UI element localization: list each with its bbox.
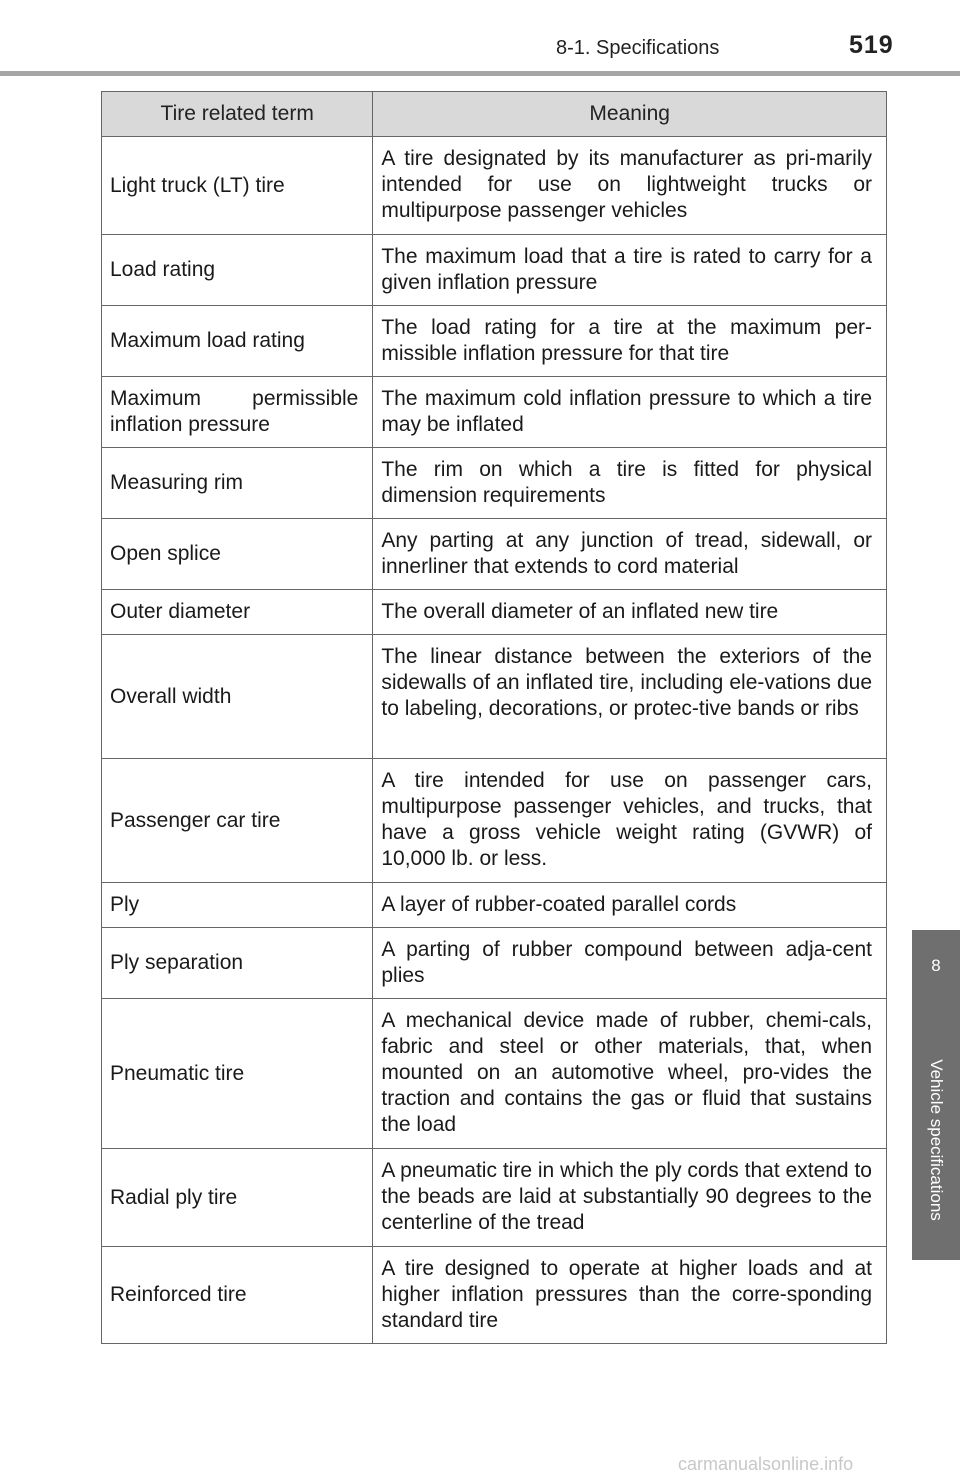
table-row: [102, 137, 887, 235]
term-cell: Pneumatic tire: [102, 999, 373, 1149]
term-cell: Passenger car tire: [102, 759, 373, 883]
term-cell: Maximum permissible inflation pressure: [102, 377, 373, 448]
table-header-row: [102, 92, 887, 137]
meaning-cell: A tire designed to operate at higher loads and at higher inflation pressures than the corre-sponding standard tire: [373, 1247, 887, 1344]
table-row: [102, 306, 887, 377]
table-row: [102, 1247, 887, 1344]
term-cell: Light truck (LT) tire: [102, 137, 373, 235]
term-cell: Outer diameter: [102, 590, 373, 635]
meaning-cell: The load rating for a tire at the maximum per-missible inflation pressure for that tire: [373, 306, 887, 377]
meaning-cell: Any parting at any junction of tread, sidewall, or innerliner that extends to cord material: [373, 519, 887, 590]
header-rule: [0, 71, 960, 76]
table-row: [102, 759, 887, 883]
chapter-number: 8: [931, 956, 941, 975]
table-row: [102, 999, 887, 1149]
meaning-cell: The linear distance between the exteriors of the sidewalls of an inflated tire, including ele-vations due to labeling, decorations, or protec-tive bands or ribs: [373, 635, 887, 759]
table-row: [102, 519, 887, 590]
column-header-term: Tire related term: [102, 92, 373, 137]
table-row: [102, 635, 887, 759]
tire-terms-table: [101, 91, 887, 1344]
meaning-cell: A layer of rubber-coated parallel cords: [373, 883, 887, 928]
meaning-cell: The maximum load that a tire is rated to carry for a given inflation pressure: [373, 235, 887, 306]
term-cell: Ply separation: [102, 928, 373, 999]
column-header-meaning: Meaning: [373, 92, 887, 137]
table-row: [102, 590, 887, 635]
meaning-cell: A pneumatic tire in which the ply cords that extend to the beads are laid at substantially 90 degrees to the centerline of the tread: [373, 1149, 887, 1247]
meaning-cell: A mechanical device made of rubber, chemi-cals, fabric and steel or other materials, that, when mounted on an automotive wheel, pro-vides the traction and contains the gas or fluid that sustains the load: [373, 999, 887, 1149]
term-cell: Maximum load rating: [102, 306, 373, 377]
term-cell: Radial ply tire: [102, 1149, 373, 1247]
meaning-cell: A tire intended for use on passenger cars, multipurpose passenger vehicles, and trucks, that have a gross vehicle weight rating (GVWR) of 10,000 lb. or less.: [373, 759, 887, 883]
page-header: [0, 0, 960, 76]
page-number: 519: [849, 31, 894, 59]
meaning-cell: The rim on which a tire is fitted for physical dimension requirements: [373, 448, 887, 519]
term-cell: Open splice: [102, 519, 373, 590]
table-row: [102, 448, 887, 519]
chapter-title: Vehicle specifications: [927, 1059, 946, 1221]
meaning-cell: A parting of rubber compound between adja-cent plies: [373, 928, 887, 999]
meaning-cell: The overall diameter of an inflated new tire: [373, 590, 887, 635]
term-cell: Ply: [102, 883, 373, 928]
table-row: [102, 377, 887, 448]
table-row: [102, 883, 887, 928]
table-row: [102, 928, 887, 999]
table-row: [102, 1149, 887, 1247]
term-cell: Load rating: [102, 235, 373, 306]
table-row: [102, 235, 887, 306]
meaning-cell: The maximum cold inflation pressure to which a tire may be inflated: [373, 377, 887, 448]
term-cell: Measuring rim: [102, 448, 373, 519]
meaning-cell: A tire designated by its manufacturer as pri-marily intended for use on lightweight trucks or multipurpose passenger vehicles: [373, 137, 887, 235]
term-cell: Reinforced tire: [102, 1247, 373, 1344]
term-cell: Overall width: [102, 635, 373, 759]
section-title: 8-1. Specifications: [556, 37, 720, 59]
watermark: carmanualsonline.info: [678, 1454, 854, 1474]
chapter-side-tab: [912, 930, 960, 1260]
